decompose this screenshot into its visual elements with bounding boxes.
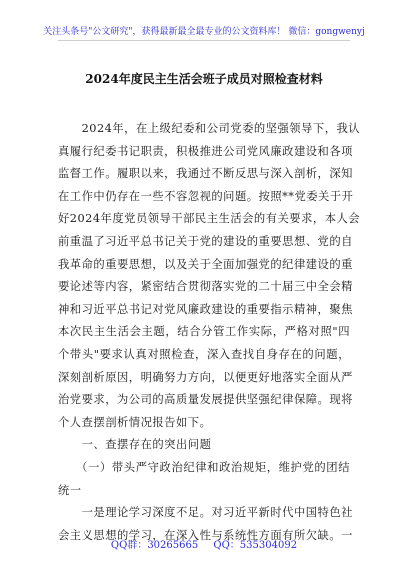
- header-divider: [58, 40, 350, 41]
- body-line: 神和习近平总书记对党风廉政建设的重要指示精神，聚焦: [58, 302, 353, 316]
- body-line: 好2024年度党员领导干部民主生活会的有关要求，本人会: [58, 212, 361, 226]
- qq-group-number: QQ群：30265665: [110, 540, 199, 551]
- body-line: 个带头"要求认真对照检查，深入查找自身存在的问题，: [58, 347, 350, 361]
- body-line: 前重温了习近平总书记关于党的建设的重要思想、党的自: [58, 234, 353, 248]
- body-line: 本次民主生活会主题，结合分管工作实际，严格对照"四: [58, 325, 350, 339]
- body-line: 监督工作。履职以来，我通过不断反思与深入剖析，深知: [58, 167, 353, 181]
- contact-footer: [0, 536, 408, 551]
- body-line: 2024年，在上级纪委和公司党委的坚强领导下，我认: [58, 122, 361, 135]
- section-heading: 一、查摆存在的突出问题: [58, 438, 212, 452]
- body-line: 真履行纪委书记职责，积极推进公司党风廉政建设和各项: [58, 144, 353, 158]
- promo-header: 关注头条号"公文研究"，获得最新最全最专业的公文资料库！ 微信：gongwenyj: [43, 27, 365, 37]
- body-line: 会主义思想的学习，在深入性与系统性方面有所欠缺。一: [58, 528, 353, 542]
- qq-number: QQ：535304092: [213, 540, 298, 551]
- body-line: 治党要求，为公司的高质量发展提供坚强纪律保障。现将: [58, 393, 353, 407]
- document-title: 2024年度民主生活会班子成员对照检查材料: [85, 72, 323, 86]
- subsection-heading-cont: 统一: [58, 483, 82, 497]
- body-line: 我革命的重要思想，以及关于全面加强党的纪律建设的重: [58, 257, 353, 271]
- body-line: 一是理论学习深度不足。对习近平新时代中国特色社: [58, 506, 353, 520]
- subsection-heading: （一）带头严守政治纪律和政治规矩，维护党的团结: [58, 460, 350, 474]
- body-line: 深刻剖析原因，明确努力方向，以便更好地落实全面从严: [58, 370, 353, 384]
- document-body: [58, 118, 361, 547]
- body-line: 个人查摆剖析情况报告如下。: [58, 415, 212, 429]
- body-line: 要论述等内容，紧密结合贯彻落实党的二十届三中全会精: [58, 280, 353, 294]
- body-line: 在工作中仍存在一些不容忽视的问题。按照**党委关于开: [58, 189, 354, 203]
